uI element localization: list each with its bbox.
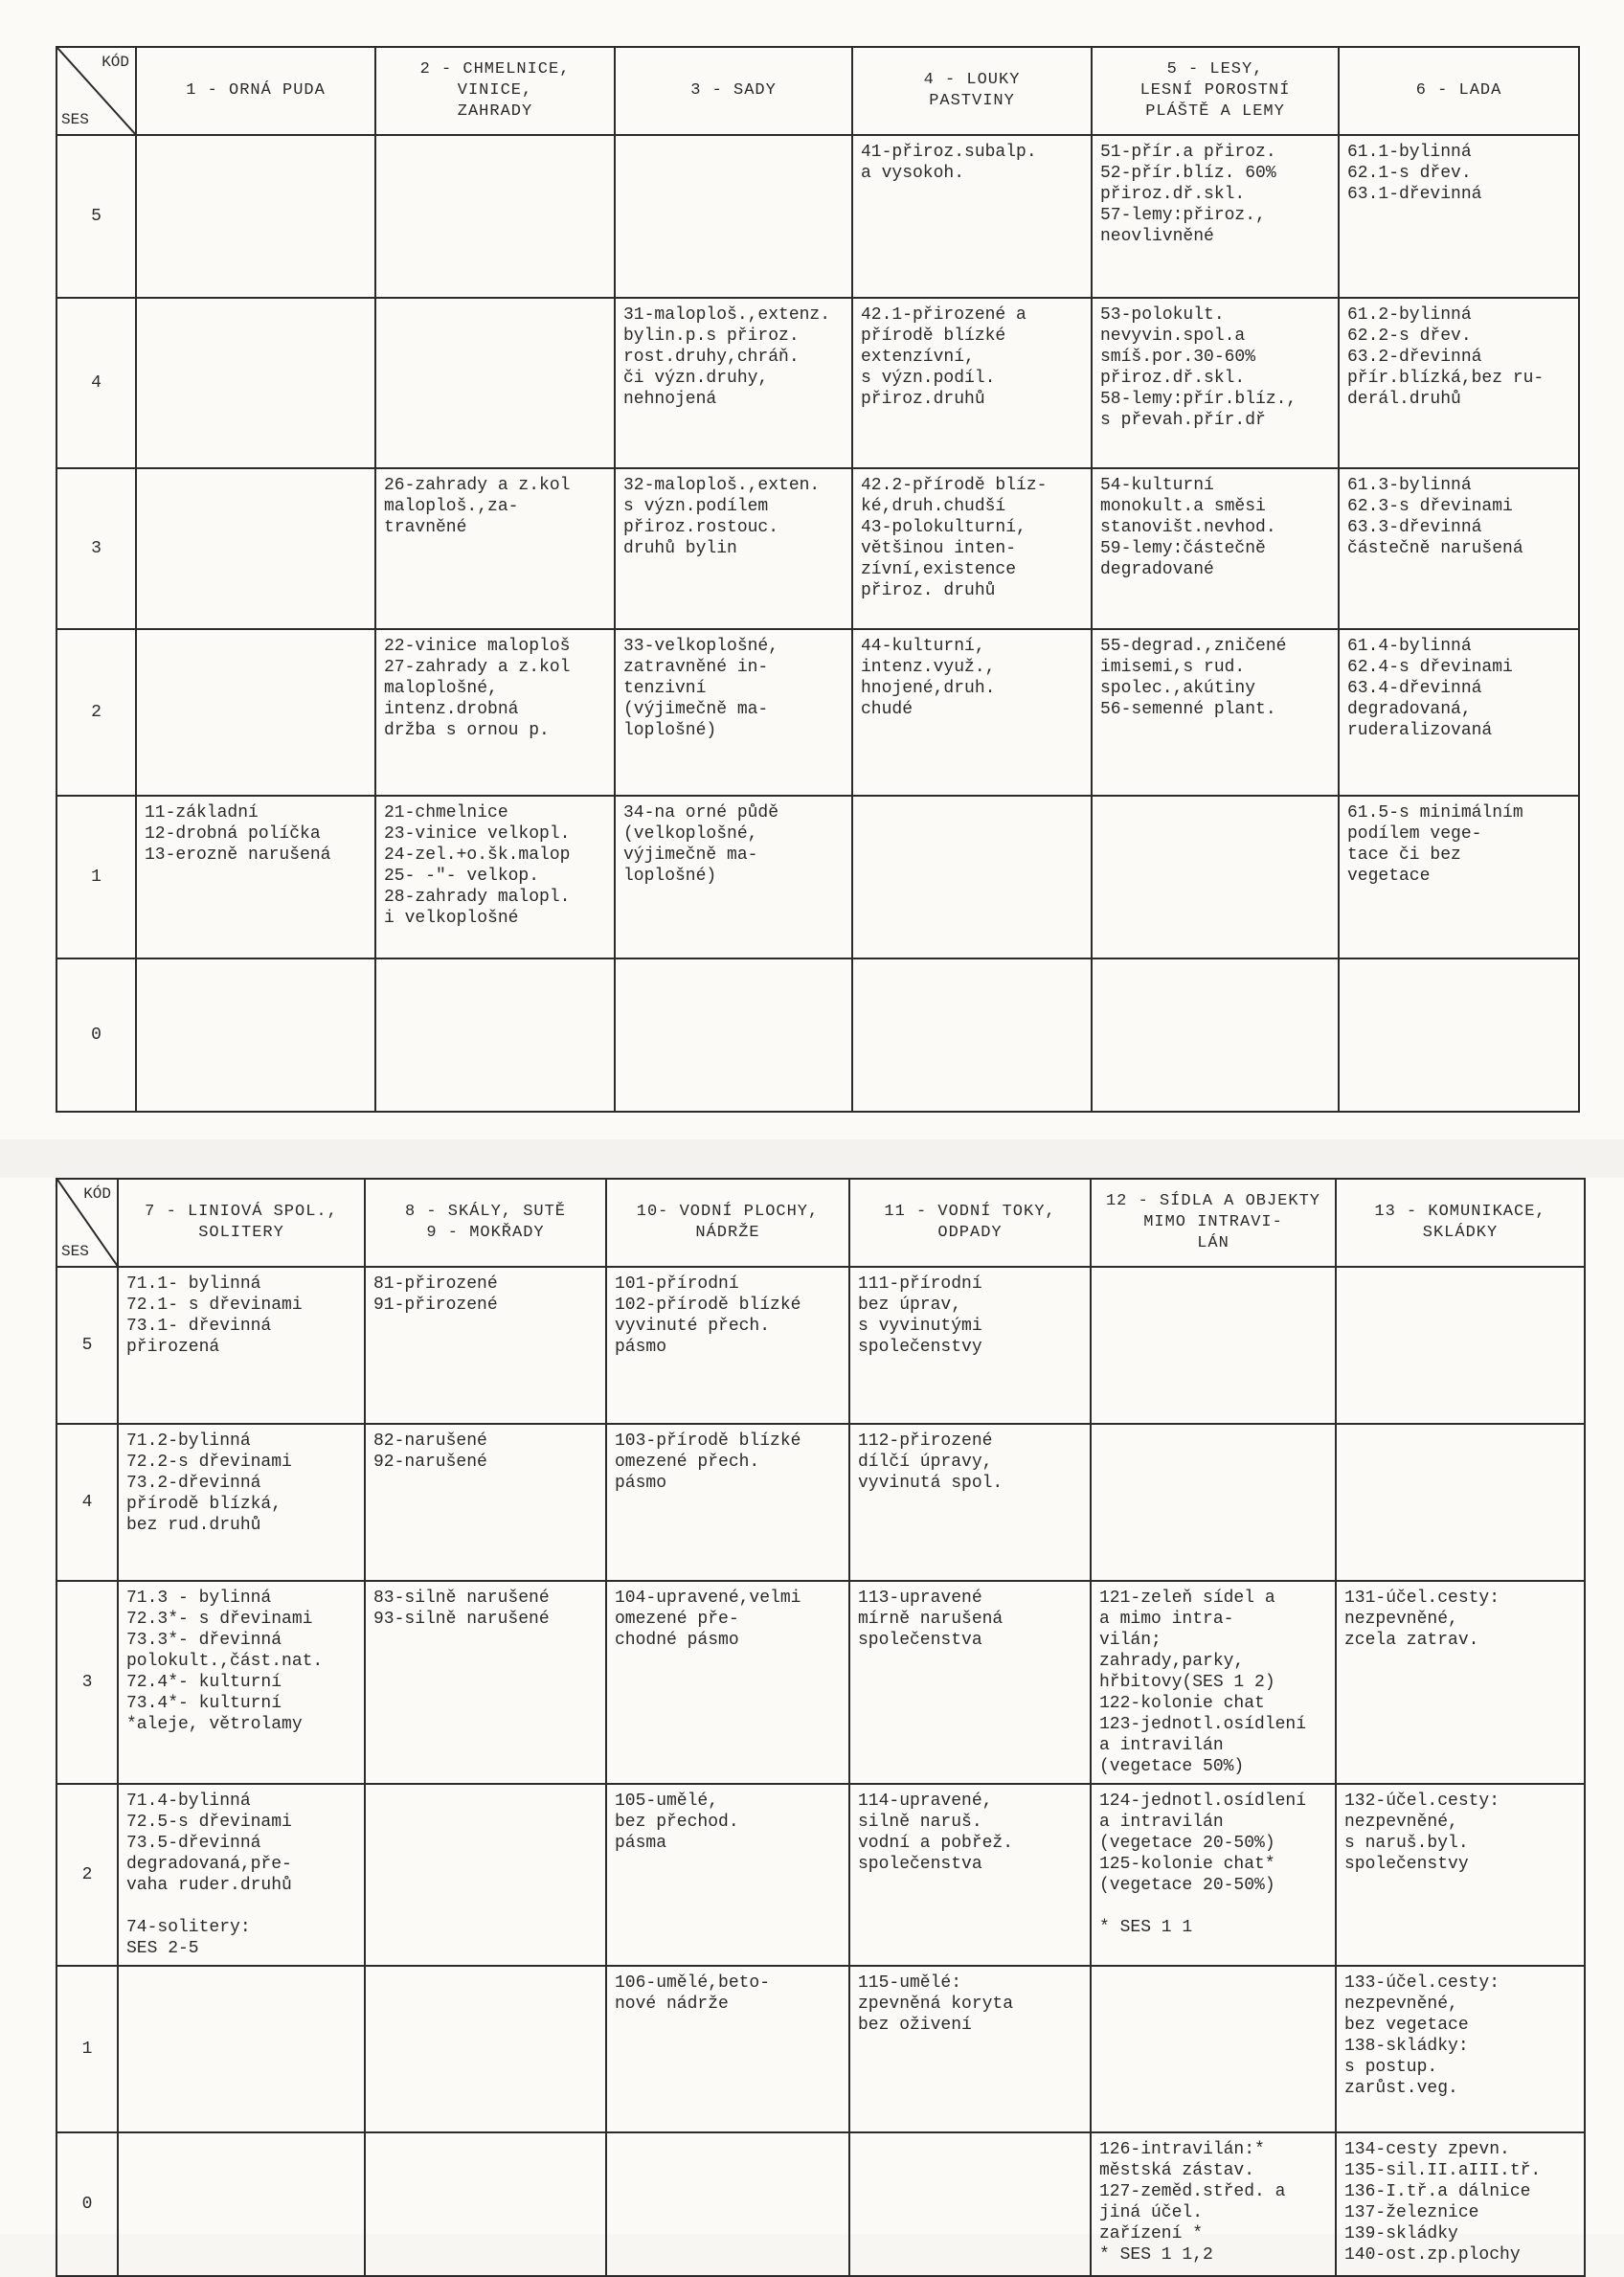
column-header: 8 - SKÁLY, SUTĚ 9 - MOKŘADY <box>365 1179 606 1267</box>
ses-value: 3 <box>56 468 136 629</box>
table-cell: 26-zahrady a z.kol maloploš.,za- travněné <box>375 468 615 629</box>
table-row <box>56 2132 1585 2276</box>
table-cell: 61.3-bylinná 62.3-s dřevinami 63.3-dřevinná částečně narušená <box>1339 468 1579 629</box>
table-row <box>56 796 1579 958</box>
table-cell: 51-přír.a přiroz. 52-přír.blíz. 60% přiroz.dř.skl. 57-lemy:přiroz., neovlivněné <box>1092 135 1339 298</box>
table-cell <box>375 135 615 298</box>
column-header: 7 - LINIOVÁ SPOL., SOLITERY <box>118 1179 365 1267</box>
column-header: 13 - KOMUNIKACE, SKLÁDKY <box>1336 1179 1585 1267</box>
table-cell <box>615 135 852 298</box>
table-cell: 81-přirozené 91-přirozené <box>365 1267 606 1424</box>
table-cell <box>375 298 615 468</box>
ses-label: SES <box>61 111 89 128</box>
column-header: 11 - VODNÍ TOKY, ODPADY <box>849 1179 1091 1267</box>
ses-value: 1 <box>56 1966 118 2132</box>
table-cell <box>118 1966 365 2132</box>
header-row <box>56 1179 1585 1267</box>
kod-label: KÓD <box>83 1185 111 1203</box>
table-cell: 42.1-přirozené a přírodě blízké extenzívní, s význ.podíl. přiroz.druhů <box>852 298 1092 468</box>
table-cell: 83-silně narušené 93-silně narušené <box>365 1581 606 1784</box>
table-cell <box>1336 1267 1585 1424</box>
table-row <box>56 468 1579 629</box>
ses-value: 3 <box>56 1581 118 1784</box>
table-cell <box>365 1966 606 2132</box>
table-cell: 53-polokult. nevyvin.spol.a smíš.por.30-60% přiroz.dř.skl. 58-lemy:přír.blíz., s převah.přír.dř <box>1092 298 1339 468</box>
table-cell: 55-degrad.,zničené imisemi,s rud. spolec.,akútiny 56-semenné plant. <box>1092 629 1339 796</box>
table-cell: 134-cesty zpevn. 135-sil.II.aIII.tř. 136-I.tř.a dálnice 137-železnice 139-skládky 140-ost.zp.plochy <box>1336 2132 1585 2276</box>
table-cell: 106-umělé,beto- nové nádrže <box>606 1966 849 2132</box>
column-header: 5 - LESY, LESNÍ POROSTNÍ PLÁŠTĚ A LEMY <box>1092 47 1339 135</box>
table-cell: 11-základní 12-drobná políčka 13-erozně narušená <box>136 796 375 958</box>
table-cell: 103-přírodě blízké omezené přech. pásmo <box>606 1424 849 1581</box>
table-cell: 61.5-s minimálním podílem vege- tace či bez vegetace <box>1339 796 1579 958</box>
table-row <box>56 958 1579 1112</box>
ses-value: 4 <box>56 298 136 468</box>
corner-cell <box>56 1179 118 1267</box>
header-row <box>56 47 1579 135</box>
table-cell <box>136 135 375 298</box>
ses-value: 0 <box>56 2132 118 2276</box>
table-cell: 44-kulturní, intenz.využ., hnojené,druh. chudé <box>852 629 1092 796</box>
ses-value: 0 <box>56 958 136 1112</box>
table-cell: 101-přírodní 102-přírodě blízké vyvinuté přech. pásmo <box>606 1267 849 1424</box>
table-cell: 82-narušené 92-narušené <box>365 1424 606 1581</box>
table-cell: 33-velkoplošné, zatravněné in- tenzivní (výjimečně ma- loplošné) <box>615 629 852 796</box>
table-cell <box>615 958 852 1112</box>
kod-label: KÓD <box>102 54 129 71</box>
table-cell <box>1092 796 1339 958</box>
table-cell <box>365 2132 606 2276</box>
table-cell: 71.1- bylinná 72.1- s dřevinami 73.1- dřevinná přirozená <box>118 1267 365 1424</box>
table-cell <box>136 468 375 629</box>
table-cell: 131-účel.cesty: nezpevněné, zcela zatrav. <box>1336 1581 1585 1784</box>
ses-label: SES <box>61 1243 89 1260</box>
table-cell <box>118 2132 365 2276</box>
table-cell: 111-přírodní bez úprav, s vyvinutými společenstvy <box>849 1267 1091 1424</box>
table-cell: 42.2-přírodě blíz- ké,druh.chudší 43-polokulturní, většinou inten- zívní,existence přiroz. druhů <box>852 468 1092 629</box>
corner-cell <box>56 47 136 135</box>
table-cell: 71.4-bylinná 72.5-s dřevinami 73.5-dřevinná degradovaná,pře- vaha ruder.druhů 74-solitery: SES 2-5 <box>118 1784 365 1966</box>
column-header: 12 - SÍDLA A OBJEKTY MIMO INTRAVI- LÁN <box>1091 1179 1336 1267</box>
column-header: 6 - LADA <box>1339 47 1579 135</box>
table-cell <box>136 958 375 1112</box>
ses-value: 2 <box>56 1784 118 1966</box>
ses-value: 2 <box>56 629 136 796</box>
table-row <box>56 629 1579 796</box>
table-row <box>56 135 1579 298</box>
table-cell: 22-vinice maloploš 27-zahrady a z.kol maloplošné, intenz.drobná držba s ornou p. <box>375 629 615 796</box>
table-row <box>56 1581 1585 1784</box>
column-header: 3 - SADY <box>615 47 852 135</box>
table-cell <box>375 958 615 1112</box>
table-cell: 132-účel.cesty: nezpevněné, s naruš.byl. společenstvy <box>1336 1784 1585 1966</box>
table-row <box>56 1424 1585 1581</box>
table-cell: 32-maloploš.,exten. s význ.podílem přiroz.rostouc. druhů bylin <box>615 468 852 629</box>
table-cell: 105-umělé, bez přechod. pásma <box>606 1784 849 1966</box>
table-cell: 21-chmelnice 23-vinice velkopl. 24-zel.+o.šk.malop 25- -"- velkop. 28-zahrady malopl. i velkoplošné <box>375 796 615 958</box>
table-cell <box>1092 958 1339 1112</box>
column-header: 10- VODNÍ PLOCHY, NÁDRŽE <box>606 1179 849 1267</box>
table-cell: 112-přirozené dílčí úpravy, vyvinutá spol. <box>849 1424 1091 1581</box>
table-cell: 124-jednotl.osídlení a intravilán (vegetace 20-50%) 125-kolonie chat* (vegetace 20-50%) * SES 1 1 <box>1091 1784 1336 1966</box>
table-cell <box>136 629 375 796</box>
top-table <box>56 46 1580 1113</box>
table-cell <box>365 1784 606 1966</box>
table-cell <box>852 958 1092 1112</box>
table-cell <box>1336 1424 1585 1581</box>
table-cell <box>1339 958 1579 1112</box>
table-cell: 121-zeleň sídel a a mimo intra- vilán; zahrady,parky, hřbitovy(SES 1 2) 122-kolonie chat 123-jednotl.osídlení a intravilán (vegetace 50%) <box>1091 1581 1336 1784</box>
table-cell: 104-upravené,velmi omezené pře- chodné pásmo <box>606 1581 849 1784</box>
column-header: 2 - CHMELNICE, VINICE, ZAHRADY <box>375 47 615 135</box>
ses-value: 5 <box>56 135 136 298</box>
table-cell <box>849 2132 1091 2276</box>
ses-value: 4 <box>56 1424 118 1581</box>
bottom-table <box>56 1178 1586 2277</box>
table-cell <box>852 796 1092 958</box>
table-cell: 115-umělé: zpevněná koryta bez oživení <box>849 1966 1091 2132</box>
table-cell <box>1091 1267 1336 1424</box>
table-cell: 114-upravené, silně naruš. vodní a pobřež. společenstva <box>849 1784 1091 1966</box>
table-cell: 61.1-bylinná 62.1-s dřev. 63.1-dřevinná <box>1339 135 1579 298</box>
table-row <box>56 1267 1585 1424</box>
ses-value: 1 <box>56 796 136 958</box>
table-cell: 34-na orné půdě (velkoplošné, výjimečně ma- loplošné) <box>615 796 852 958</box>
page-gap <box>0 1139 1624 1178</box>
table-row <box>56 1784 1585 1966</box>
ses-value: 5 <box>56 1267 118 1424</box>
table-cell <box>136 298 375 468</box>
table-cell: 71.2-bylinná 72.2-s dřevinami 73.2-dřevinná přírodě blízká, bez rud.druhů <box>118 1424 365 1581</box>
table-cell <box>606 2132 849 2276</box>
table-cell <box>1091 1424 1336 1581</box>
table-cell: 133-účel.cesty: nezpevněné, bez vegetace 138-skládky: s postup. zarůst.veg. <box>1336 1966 1585 2132</box>
table-cell: 41-přiroz.subalp. a vysokoh. <box>852 135 1092 298</box>
table-cell: 71.3 - bylinná 72.3*- s dřevinami 73.3*- dřevinná polokult.,část.nat. 72.4*- kulturní 73.4*- kulturní *aleje, větrolamy <box>118 1581 365 1784</box>
table-cell: 113-upravené mírně narušená společenstva <box>849 1581 1091 1784</box>
table-row <box>56 1966 1585 2132</box>
table-cell: 31-maloploš.,extenz. bylin.p.s přiroz. rost.druhy,chráň. či význ.druhy, nehnojená <box>615 298 852 468</box>
column-header: 1 - ORNÁ PUDA <box>136 47 375 135</box>
table-row <box>56 298 1579 468</box>
table-cell: 61.4-bylinná 62.4-s dřevinami 63.4-dřevinná degradovaná, ruderalizovaná <box>1339 629 1579 796</box>
table-cell: 54-kulturní monokult.a směsi stanovišt.nevhod. 59-lemy:částečně degradované <box>1092 468 1339 629</box>
table-cell <box>1091 1966 1336 2132</box>
table-cell: 126-intravilán:* městská zástav. 127-zeměd.střed. a jiná účel. zařízení * * SES 1 1,2 <box>1091 2132 1336 2276</box>
table-cell: 61.2-bylinná 62.2-s dřev. 63.2-dřevinná přír.blízká,bez ru- derál.druhů <box>1339 298 1579 468</box>
column-header: 4 - LOUKY PASTVINY <box>852 47 1092 135</box>
